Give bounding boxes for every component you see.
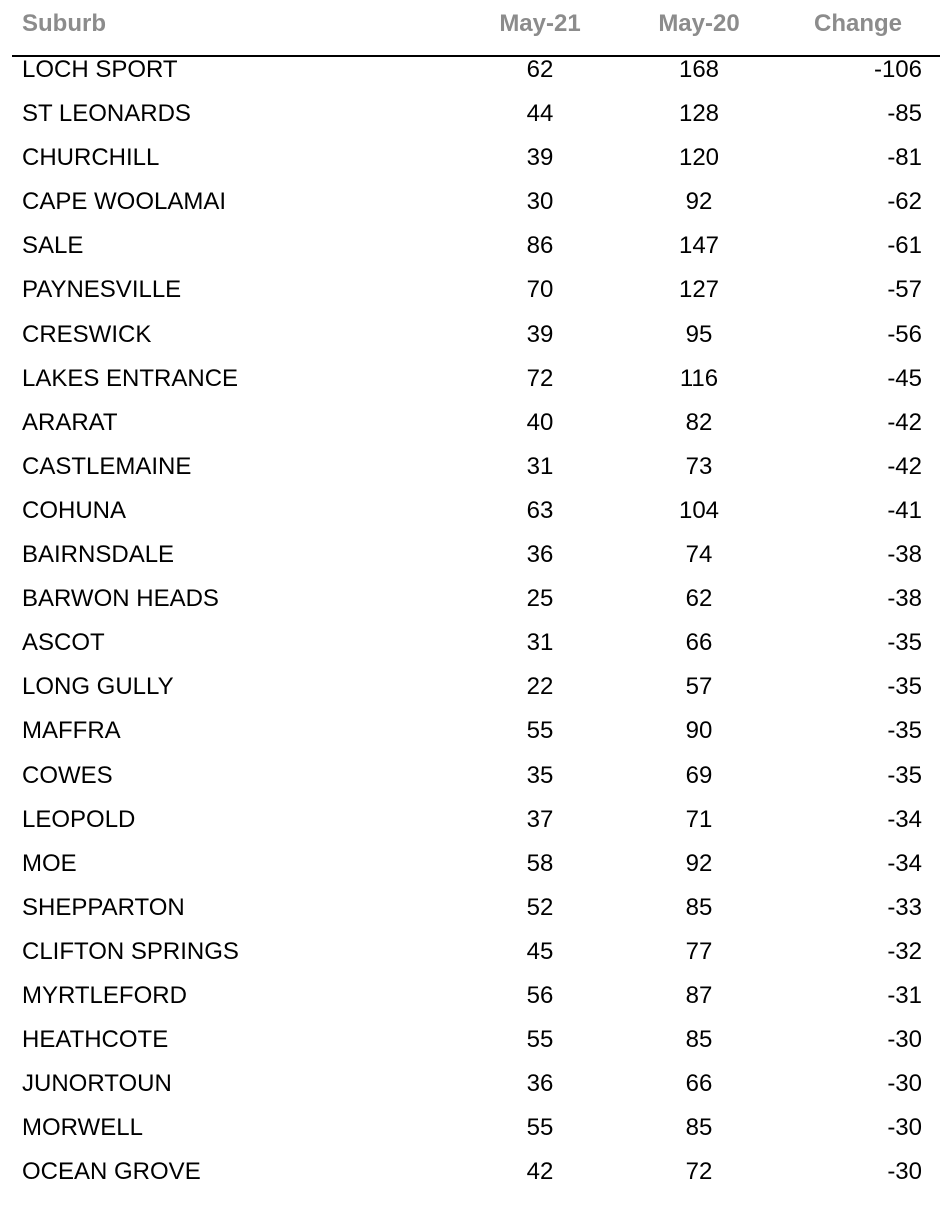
cell-may21: 55 [526,1026,554,1054]
cell-change: -32 [887,937,922,965]
table-row [12,983,940,1027]
cell-suburb: COHUNA [22,496,127,524]
table-body [12,57,940,1203]
cell-suburb: MOE [22,849,77,877]
cell-may21: 86 [526,232,554,260]
table-row [12,763,940,807]
cell-may20: 69 [685,761,713,789]
table-row [12,718,940,762]
cell-change: -57 [887,276,922,304]
cell-may20: 95 [685,320,713,348]
table-row [12,233,940,277]
cell-suburb: MAFFRA [22,717,121,745]
cell-may21: 37 [526,805,554,833]
table-row [12,807,940,851]
cell-may20: 128 [678,100,720,128]
cell-may20: 71 [685,805,713,833]
cell-may21: 40 [526,408,554,436]
cell-suburb: BAIRNSDALE [22,541,175,569]
cell-change: -34 [887,805,922,833]
cell-may21: 63 [526,496,554,524]
cell-may21: 25 [526,585,554,613]
cell-may21: 44 [526,100,554,128]
table-row [12,1027,940,1071]
cell-may20: 168 [678,56,720,83]
cell-suburb: PAYNESVILLE [22,276,182,304]
cell-may21: 55 [526,1114,554,1142]
table-row [12,674,940,718]
header-may21: May-21 [499,10,581,37]
cell-change: -30 [887,1070,922,1098]
cell-may20: 82 [685,408,713,436]
table-header [12,0,940,57]
cell-may20: 74 [685,541,713,569]
cell-change: -35 [887,673,922,701]
cell-may20: 62 [685,585,713,613]
cell-may20: 85 [685,893,713,921]
table-row [12,498,940,542]
cell-may20: 85 [685,1114,713,1142]
cell-change: -34 [887,849,922,877]
table-row [12,189,940,233]
cell-may21: 42 [526,1158,554,1186]
cell-may21: 45 [526,937,554,965]
cell-suburb: SALE [22,232,84,260]
cell-change: -42 [887,408,922,436]
cell-may21: 56 [526,981,554,1009]
cell-change: -33 [887,893,922,921]
cell-may20: 120 [678,144,720,172]
cell-change: -42 [887,452,922,480]
cell-change: -30 [887,1026,922,1054]
cell-suburb: CASTLEMAINE [22,452,192,480]
cell-suburb: OCEAN GROVE [22,1158,201,1186]
cell-suburb: ASCOT [22,629,105,657]
cell-suburb: CLIFTON SPRINGS [22,937,239,965]
cell-may21: 36 [526,541,554,569]
table-row [12,101,940,145]
table-row [12,939,940,983]
cell-may20: 92 [685,188,713,216]
cell-may21: 52 [526,893,554,921]
cell-may21: 58 [526,849,554,877]
table-row [12,366,940,410]
cell-may21: 30 [526,188,554,216]
cell-may20: 92 [685,849,713,877]
table-row [12,1115,940,1159]
cell-suburb: BARWON HEADS [22,585,219,613]
cell-may20: 104 [678,496,720,524]
cell-suburb: CHURCHILL [22,144,160,172]
cell-may21: 31 [526,629,554,657]
cell-suburb: MORWELL [22,1114,143,1142]
cell-may21: 35 [526,761,554,789]
cell-may20: 87 [685,981,713,1009]
cell-suburb: HEATHCOTE [22,1026,169,1054]
table-row [12,851,940,895]
cell-change: -85 [887,100,922,128]
cell-change: -56 [887,320,922,348]
table-row [12,542,940,586]
table-row [12,895,940,939]
cell-change: -35 [887,629,922,657]
table-row [12,1159,940,1203]
cell-may21: 39 [526,144,554,172]
cell-may20: 72 [685,1158,713,1186]
cell-suburb: COWES [22,761,113,789]
cell-may21: 39 [526,320,554,348]
cell-change: -30 [887,1114,922,1142]
table-row [12,630,940,674]
cell-may20: 127 [678,276,720,304]
cell-change: -38 [887,585,922,613]
cell-may20: 147 [678,232,720,260]
table-row [12,410,940,454]
cell-change: -81 [887,144,922,172]
table-row [12,57,940,101]
cell-may20: 116 [679,364,719,392]
header-change: Change [813,10,902,37]
cell-may21: 70 [526,276,554,304]
header-suburb: Suburb [22,10,106,37]
cell-suburb: CRESWICK [22,320,152,348]
cell-suburb: LONG GULLY [22,673,174,701]
cell-suburb: JUNORTOUN [22,1070,172,1098]
cell-change: -61 [887,232,922,260]
cell-may21: 22 [526,673,554,701]
cell-may20: 66 [685,1070,713,1098]
cell-change: -41 [887,496,922,524]
suburb-table [12,0,940,1203]
cell-may21: 55 [526,717,554,745]
cell-suburb: LEOPOLD [22,805,136,833]
cell-change: -62 [887,188,922,216]
cell-change: -31 [887,981,922,1009]
cell-change: -106 [873,56,922,83]
cell-change: -45 [887,364,922,392]
cell-may21: 36 [526,1070,554,1098]
table-row [12,145,940,189]
cell-may20: 85 [685,1026,713,1054]
cell-may20: 66 [685,629,713,657]
table-row [12,586,940,630]
cell-suburb: SHEPPARTON [22,893,185,921]
cell-change: -30 [887,1158,922,1186]
table-row [12,1071,940,1115]
cell-change: -35 [887,717,922,745]
cell-may20: 57 [685,673,713,701]
cell-suburb: ST LEONARDS [22,100,191,128]
cell-may21: 31 [526,452,554,480]
cell-may21: 62 [526,56,554,83]
cell-suburb: LAKES ENTRANCE [22,364,239,392]
cell-change: -35 [887,761,922,789]
table-row [12,277,940,321]
cell-suburb: LOCH SPORT [22,56,178,83]
cell-may21: 72 [526,364,554,392]
cell-may20: 90 [685,717,713,745]
cell-may20: 73 [685,452,713,480]
cell-suburb: MYRTLEFORD [22,981,187,1009]
cell-change: -38 [887,541,922,569]
table-row [12,322,940,366]
cell-may20: 77 [685,937,713,965]
table-row [12,454,940,498]
cell-suburb: CAPE WOOLAMAI [22,188,227,216]
header-may20: May-20 [658,10,740,37]
cell-suburb: ARARAT [22,408,118,436]
